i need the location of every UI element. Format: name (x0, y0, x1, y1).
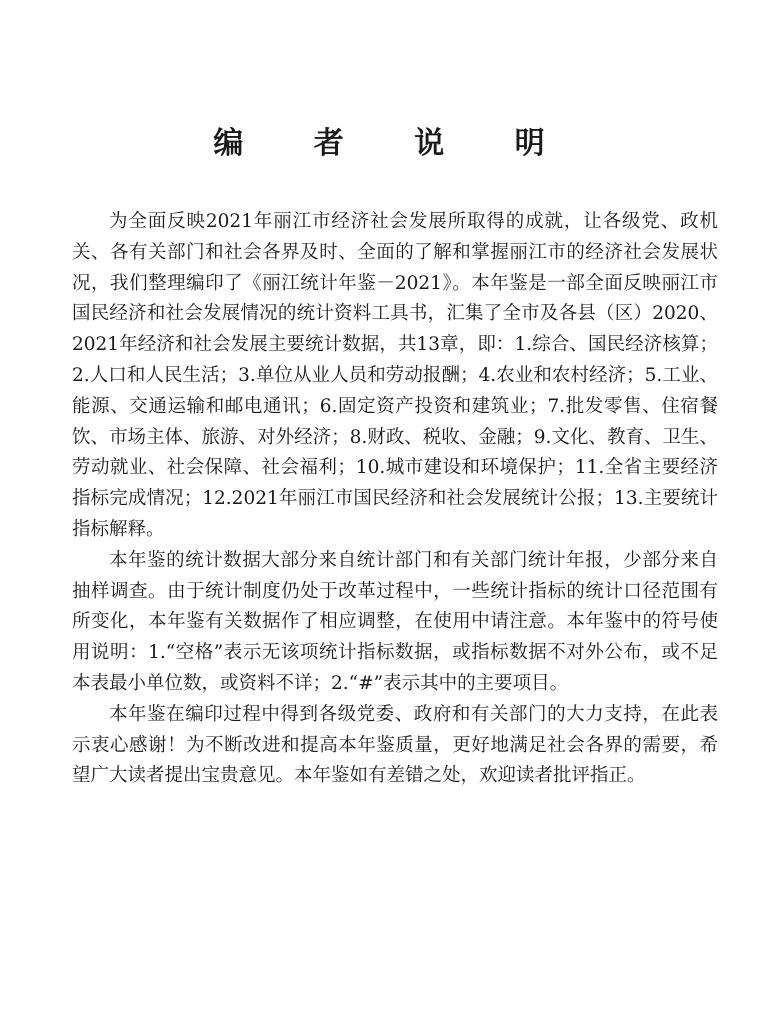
page-title: 编 者 说 明 (213, 126, 575, 161)
paragraph-intro: 为全面反映2021年丽江市经济社会发展所取得的成就，让各级党、政机关、各有关部门和社会各界及时、全面的了解和掌握丽江市的经济社会发展状况，我们整理编印了《丽江统计年鉴－2021》。本年鉴是一部全面反映丽江市国民经济和社会发展情况的统计资料工具书，汇集了全市及各县（区）2020、2021年经济和社会发展主要统计数据，共13章，即：1.综合、国民经济核算；2.人口和人民生活；3.单位从业人员和劳动报酬；4.农业和农村经济；5.工业、能源、交通运输和邮电通讯；6.固定资产投资和建筑业；7.批发零售、住宿餐饮、市场主体、旅游、对外经济；8.财政、税收、金融；9.文化、教育、卫生、劳动就业、社会保障、社会福利；10.城市建设和环境保护；11.全省主要经济指标完成情况；12.2021年丽江市国民经济和社会发展统计公报；13.主要统计指标解释。 (72, 211, 718, 540)
body-text (72, 207, 718, 792)
paragraph-acknowledgement: 本年鉴在编印过程中得到各级党委、政府和有关部门的大力支持，在此表示衷心感谢！为不断改进和提高本年鉴质量，更好地满足社会各界的需要，希望广大读者提出宝贵意见。本年鉴如有差错之处，欢迎读者批评指正。 (72, 703, 718, 787)
paragraph-data-notes: 本年鉴的统计数据大部分来自统计部门和有关部门统计年报，少部分来自抽样调查。由于统计制度仍处于改革过程中，一些统计指标的统计口径范围有所变化，本年鉴有关数据作了相应调整，在使用中请注意。本年鉴中的符号使用说明：1.“空格”表示无该项统计指标数据，或指标数据不对外公布，或不足本表最小单位数，或资料不详；2.“#”表示其中的主要项目。 (72, 549, 718, 694)
